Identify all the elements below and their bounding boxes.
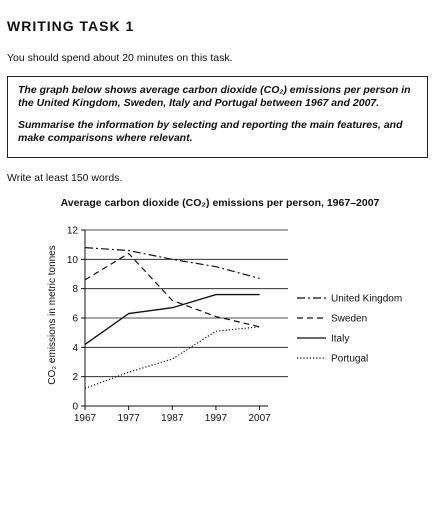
prompt-instruction: Summarise the information by selecting and reporting the main features, and make comparisons where relevant.: [18, 119, 403, 144]
legend-label: Sweden: [331, 313, 368, 325]
y-tick-label: 2: [72, 372, 78, 384]
y-tick-label: 4: [72, 342, 78, 354]
x-tick-label: 1987: [161, 413, 184, 424]
y-tick-label: 12: [66, 225, 78, 237]
task-prompt-box: [7, 76, 428, 158]
x-tick-label: 1967: [73, 413, 97, 424]
line-chart: [0, 212, 440, 442]
y-tick-label: 0: [72, 401, 78, 413]
y-tick-label: 10: [66, 254, 78, 266]
x-tick-label: 1977: [117, 413, 140, 424]
x-tick-label: 2007: [248, 413, 271, 424]
word-count-instruction: Write at least 150 words.: [7, 172, 123, 184]
series-line-italy: [85, 295, 260, 345]
series-line-sweden: [85, 253, 260, 326]
task-title: WRITING TASK 1: [7, 18, 135, 34]
series-line-united-kingdom: [85, 248, 260, 279]
y-tick-label: 8: [72, 284, 78, 296]
series-line-portugal: [85, 327, 260, 389]
chart-axes: [67, 226, 271, 425]
x-tick-label: 1997: [204, 413, 228, 424]
y-tick-label: 6: [72, 313, 78, 325]
legend-label: Italy: [331, 333, 350, 345]
legend-label: Portugal: [331, 353, 369, 365]
prompt-description: The graph below shows average carbon dioxide (CO₂) emissions per person in the United Kingdom, Sweden, Italy and Portugal between 1967 and 2007.: [18, 84, 411, 109]
y-axis-title: CO₂ emissions in metric tonnes: [47, 245, 58, 385]
chart-title: Average carbon dioxide (CO₂) emissions per person, 1967–2007: [60, 197, 380, 209]
time-instruction: You should spend about 20 minutes on this task.: [7, 52, 233, 64]
legend-label: United Kingdom: [331, 293, 403, 305]
chart-legend: [297, 294, 402, 365]
